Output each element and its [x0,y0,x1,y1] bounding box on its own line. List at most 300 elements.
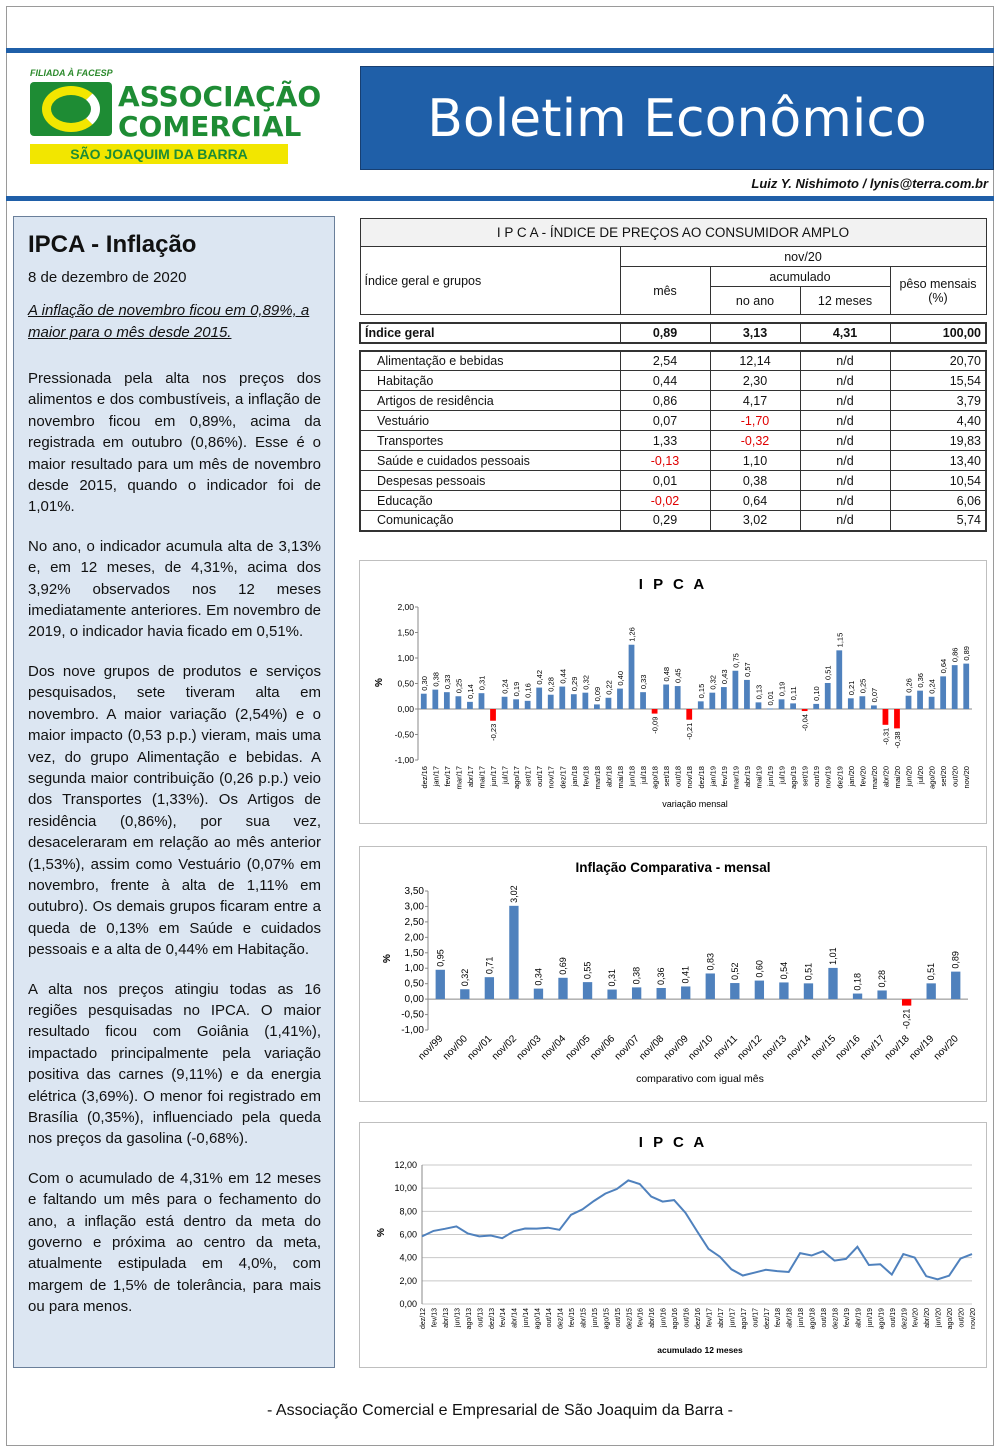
bar [432,690,438,709]
header-divider [6,196,994,201]
data-label: 0,01 [766,690,776,706]
data-label: 0,10 [812,686,822,701]
x-tick-label: jan/18 [569,766,579,787]
row-ano: 3,02 [710,511,800,531]
data-label: 0,69 [558,957,568,975]
data-label: 0,64 [939,658,949,674]
bar [906,696,912,709]
bar [582,693,588,709]
row-12m: n/d [800,391,890,411]
x-tick-label: fev/16 [637,1308,645,1328]
bar [509,906,518,999]
row-ano: 3,13 [710,323,800,343]
data-label: 0,24 [500,679,510,694]
y-tick-label: 12,00 [394,1160,417,1170]
data-label: 1,15 [835,632,845,648]
table-header-row [360,247,986,267]
row-peso: 3,79 [890,391,986,411]
chart-ipca-monthly [359,560,987,824]
data-label: 0,95 [435,949,446,967]
bar [436,970,445,999]
x-tick-label: abr/17 [717,1308,725,1328]
x-tick-label: set/20 [939,766,949,787]
x-tick-label: fev/17 [442,766,452,787]
data-label: 3,02 [508,885,519,903]
chart-ipca-12m-svg [360,1123,986,1367]
bar [558,978,567,999]
y-tick-label: -1,00 [394,755,414,765]
bar [534,989,543,1000]
chart-comparative [359,846,987,1102]
bar [848,698,854,709]
bar [681,986,690,999]
data-label: 0,60 [754,960,765,978]
row-12m: n/d [800,511,890,531]
bar [502,697,508,709]
x-tick-label: nov/07 [612,1033,642,1063]
x-tick-label: abr/19 [855,1308,863,1328]
x-tick-label: nov/99 [416,1033,446,1063]
data-label: 0,32 [459,968,470,987]
y-tick-label: 1,00 [397,653,414,663]
x-tick-label: dez/14 [557,1308,565,1330]
data-label: 1,01 [828,947,838,965]
bar [594,704,600,709]
row-mes: 2,54 [620,351,710,371]
data-label: -0,31 [881,727,891,745]
bar [929,697,935,709]
data-label: 0,40 [615,670,625,686]
col-header-period: nov/20 [620,247,986,267]
x-tick-label: jun/18 [798,1308,806,1328]
table-title: I P C A - ÍNDICE DE PREÇOS AO CONSUMIDOR AMPLO [360,219,986,247]
row-ano: -1,70 [710,411,800,431]
x-tick-label: ago/14 [534,1308,542,1330]
bar [709,693,715,709]
data-label: 0,24 [927,679,937,694]
x-tick-label: nov/17 [546,766,556,789]
x-tick-label: nov/14 [784,1033,814,1063]
bar [836,650,842,709]
data-label: 0,89 [962,646,972,661]
article-paragraph: No ano, o indicador acumula alta de 3,13% e, em 12 meses, de 4,31%, acima dos 3,92% observados nos 12 meses imediatamente anteriores. Em novembro de 2019, o indicador havia ficado em 0,51%. [28,537,321,641]
y-tick-label: 0,00 [397,704,414,714]
article-paragraph: A alta nos preços atingiu todas as 16 regiões pesquisadas no IPCA. O maior resultado ficou com Goiânia (1,41%), impactado principalmente pela variação positiva das carnes (9,11%) e da energia elétrica (3,69%). O menor foi registrado em Brasília (0,35%), influenciado pela queda nos preços da gasolina (-0,68%). [28,980,321,1148]
data-label: 0,33 [639,674,649,690]
data-label: 0,18 [852,973,863,991]
row-ano: 4,17 [710,391,800,411]
chart-title: I P C A [638,1134,708,1151]
bar [894,709,900,728]
x-tick-label: out/13 [477,1308,485,1328]
x-tick-label: fev/13 [431,1308,439,1328]
footer: - Associação Comercial e Empresarial de São Joaquim da Barra - [267,1402,733,1419]
author-line: Luiz Y. Nishimoto / lynis@terra.com.br [751,176,988,191]
data-label: -0,38 [892,731,902,749]
bar [460,989,469,999]
row-ano: 12,14 [710,351,800,371]
top-divider [6,48,994,53]
x-tick-label: nov/15 [809,1033,839,1063]
row-peso: 4,40 [890,411,986,431]
row-name: Alimentação e bebidas [360,351,620,371]
row-name: Habitação [360,371,620,391]
x-tick-label: fev/20 [858,766,868,787]
x-tick-label: out/17 [535,766,545,787]
data-label: 0,31 [607,969,618,987]
col-header-acumulado: acumulado [710,267,890,287]
data-label: 0,22 [604,680,614,695]
data-label: 0,51 [926,962,937,981]
x-tick-label: fev/20 [912,1308,920,1328]
data-label: 0,38 [631,966,642,985]
y-tick-label: 8,00 [399,1206,417,1217]
data-label: 0,29 [569,676,579,692]
row-mes: 1,33 [620,431,710,451]
x-tick-label: fev/15 [568,1308,576,1328]
row-peso: 100,00 [890,323,986,343]
chart-title: Inflação Comparativa - mensal [575,860,771,875]
table-row [360,491,986,511]
row-peso: 13,40 [890,451,986,471]
bar [456,696,462,709]
ipca-table [359,218,987,532]
x-tick-label: abr/18 [604,766,614,788]
series-line [422,1180,972,1279]
data-label: 0,19 [512,681,522,697]
table-row [360,371,986,391]
bar [802,709,808,711]
x-tick-label: jun/17 [729,1308,737,1328]
bar [536,688,542,709]
data-label: 0,57 [742,662,752,677]
x-tick-label: nov/16 [833,1033,863,1063]
bar [779,982,788,999]
bar [686,709,692,720]
x-tick-label: fev/17 [706,1308,714,1328]
row-12m: n/d [800,471,890,491]
y-axis-label: % [374,678,385,687]
row-peso: 10,54 [890,471,986,491]
bar [652,709,658,714]
logo-mark-icon [30,82,112,136]
x-tick-label: jun/18 [627,766,637,787]
x-tick-label: out/19 [889,1308,897,1328]
x-tick-label: nov/20 [970,1308,977,1330]
x-tick-label: ago/15 [603,1308,611,1330]
bar [940,676,946,709]
x-tick-label: jun/13 [454,1308,462,1328]
logo [26,66,322,166]
x-tick-label: jan/19 [708,766,718,787]
x-tick-label: jan/20 [846,766,856,787]
y-tick-label: -1,00 [401,1025,424,1036]
x-tick-label: nov/08 [637,1033,667,1063]
x-tick-label: dez/19 [901,1308,909,1330]
bar [721,687,727,709]
x-tick-label: abr/20 [881,766,891,788]
table-row [360,451,986,471]
x-tick-label: nov/18 [685,766,695,789]
x-tick-label: dez/17 [763,1308,771,1330]
x-tick-label: out/18 [821,1308,829,1328]
row-name: Comunicação [360,511,620,531]
table-spacer [360,343,986,351]
bar [952,665,958,709]
x-tick-label: out/17 [752,1308,760,1328]
x-tick-label: dez/19 [835,766,845,789]
row-12m: n/d [800,491,890,511]
row-peso: 19,83 [890,431,986,451]
article-paragraph: Com o acumulado de 4,31% em 12 meses e faltando um mês para o fechamento do ano, a inflação está dentro da meta do governo e próxima ao centro da meta, atualmente estipulada em 4,0%, com margem de 1,5% de tolerância, para mais ou para menos. [28,1169,321,1316]
x-tick-label: dez/18 [696,766,706,789]
row-mes: 0,29 [620,511,710,531]
x-tick-label: jul/19 [777,766,787,784]
data-label: 0,75 [731,653,741,668]
table-row [360,511,986,531]
row-mes: 0,07 [620,411,710,431]
row-mes: 0,44 [620,371,710,391]
data-label: 0,09 [592,686,602,702]
row-name: Saúde e cuidados pessoais [360,451,620,471]
data-label: -0,04 [800,714,810,732]
y-axis-label: % [376,1228,387,1237]
col-header-peso: pêso mensais (%) [890,267,986,315]
x-tick-label: abr/15 [580,1308,588,1328]
table-row [360,391,986,411]
bar [632,987,641,999]
article-paragraph: Dos nove grupos de produtos e serviços pesquisados, sete tiveram alta em novembro. A maior variação (2,54%) e o maior impacto (0,53 p.p.) vieram, mais uma vez, do grupo Alimentação e bebidas. A segunda maior contribuição (0,26 p.p.) veio dos Transportes (1,33%). Os Artigos de residência (0,86%), por sua vez, desaceleraram em relação ao mês anterior (1,53%), assim como Vestuário (0,07% em novembro, frente à alta de 1,11% em outubro). Os demais grupos ficaram entre a queda de 0,13% em Saúde e cuidados pessoais e a alta de 0,44% em Habitação. [28,662,321,959]
bar [548,695,554,709]
x-tick-label: mar/19 [731,766,741,790]
x-tick-label: nov/01 [465,1033,495,1063]
bar [525,701,531,709]
article-column [13,216,335,1368]
x-tick-label: out/15 [614,1308,622,1328]
chart-ipca-monthly-svg [360,561,986,823]
row-12m: 4,31 [800,323,890,343]
col-header-12m: 12 meses [800,287,890,315]
data-label: 0,71 [484,956,495,975]
y-tick-label: 0,50 [404,978,424,990]
x-tick-label: abr/16 [649,1308,657,1328]
row-name: Transportes [360,431,620,451]
article-paragraph: Pressionada pela alta nos preços dos alimentos e dos combustíveis, a inflação de novembro ficou em 0,89%, acima da registrada em outubro (0,86%). Esse é o maior resultado para um mês de novembro desde 2015, quando o indicador foi de 1,01%. [28,370,321,516]
x-tick-label: jun/17 [489,766,499,787]
bar [467,702,473,709]
bar [917,691,923,709]
data-label: -0,09 [650,716,660,734]
data-label: 0,28 [546,677,556,692]
row-peso: 6,06 [890,491,986,511]
x-tick-label: nov/20 [931,1033,961,1063]
row-mes: 0,86 [620,391,710,411]
logo-line1: ASSOCIAÇÃO [118,80,322,113]
row-mes: 0,89 [620,323,710,343]
bar [902,999,911,1005]
data-label: 0,51 [823,665,833,680]
bar [859,696,865,709]
row-peso: 5,74 [890,511,986,531]
data-label: 0,26 [904,678,914,693]
x-axis-label: comparativo com igual mês [636,1073,764,1085]
chart-ipca-12m [359,1122,987,1368]
table-row [360,471,986,491]
data-label: 0,36 [916,673,926,688]
x-tick-label: ago/19 [789,766,799,789]
data-label: 0,83 [705,952,716,971]
row-12m: n/d [800,451,890,471]
bar [583,982,592,999]
x-tick-label: nov/20 [962,766,972,789]
x-tick-label: jan/17 [431,766,441,787]
data-label: 0,42 [535,669,545,685]
table-row [360,431,986,451]
x-tick-label: ago/18 [650,766,660,789]
bar [779,699,785,709]
data-label: 0,25 [858,678,868,694]
row-name: Educação [360,491,620,511]
y-tick-label: 2,50 [404,916,424,928]
data-label: 0,51 [803,962,814,981]
data-label: 1,26 [627,627,637,642]
x-tick-label: jun/15 [591,1308,599,1328]
data-label: 0,38 [431,672,441,687]
data-label: 0,16 [523,683,533,698]
article-lead: A inflação de novembro ficou em 0,89%, a maior para o mês desde 2015. [28,302,310,341]
x-tick-label: mai/19 [754,766,764,789]
x-tick-label: out/20 [950,766,960,787]
data-label: 0,15 [696,683,706,699]
x-tick-label: nov/05 [563,1033,593,1063]
x-tick-label: ago/20 [927,766,937,789]
data-label: 0,45 [673,668,683,684]
data-label: 0,32 [581,675,591,690]
x-tick-label: dez/13 [488,1308,496,1330]
y-tick-label: 2,00 [397,602,414,612]
x-tick-label: nov/18 [882,1033,912,1063]
data-label: 0,21 [846,680,856,696]
x-tick-label: dez/18 [832,1308,840,1330]
data-label: -0,21 [901,1008,912,1030]
bar [951,972,960,999]
row-12m: n/d [800,351,890,371]
x-tick-label: nov/09 [661,1033,691,1063]
table-row [360,351,986,371]
x-tick-label: dez/17 [558,766,568,789]
table-title-row [360,219,986,247]
x-tick-label: nov/10 [686,1033,716,1063]
row-ano: 0,64 [710,491,800,511]
x-tick-label: abr/17 [465,766,475,788]
x-tick-label: ago/18 [809,1308,817,1330]
data-label: 0,89 [950,951,961,969]
data-label: 0,41 [680,965,691,984]
x-tick-label: out/20 [958,1308,966,1328]
data-label: 0,11 [789,686,799,701]
row-ano: 2,30 [710,371,800,391]
bar [698,701,704,709]
data-label: 0,31 [477,675,487,691]
bar [963,664,969,709]
row-ano: 1,10 [710,451,800,471]
bar [756,702,762,709]
bar [657,988,666,999]
x-tick-label: jun/20 [904,766,914,787]
data-label: 0,25 [454,678,464,694]
bar [871,705,877,709]
bar [629,645,635,709]
bar [927,983,936,999]
bar [485,977,494,999]
col-header-ano: no ano [710,287,800,315]
bar [479,693,485,709]
row-12m: n/d [800,411,890,431]
x-tick-label: fev/19 [719,766,729,787]
row-name: Índice geral [360,323,620,343]
x-tick-label: nov/02 [490,1033,520,1063]
row-peso: 15,54 [890,371,986,391]
y-tick-label: 1,50 [404,947,424,959]
bar [790,703,796,709]
x-tick-label: out/19 [812,766,822,787]
x-tick-label: ago/16 [672,1308,680,1330]
bar [675,686,681,709]
table-spacer [360,315,986,323]
y-tick-label: -0,50 [394,729,414,740]
logo-line3: SÃO JOAQUIM DA BARRA [30,144,288,164]
bar [744,680,750,709]
x-tick-label: ago/13 [465,1308,473,1330]
x-tick-label: mai/18 [615,766,625,789]
col-header-mes: mês [620,267,710,315]
table-row-geral [360,323,986,343]
y-tick-label: 10,00 [394,1183,417,1194]
row-ano: 0,38 [710,471,800,491]
y-tick-label: 1,50 [397,627,414,638]
x-tick-label: ago/20 [947,1308,955,1330]
x-tick-label: jun/19 [766,766,776,787]
x-tick-label: mar/18 [592,766,602,790]
group-rows [360,351,986,531]
bar [828,968,837,999]
data-label: 0,34 [533,968,544,986]
x-tick-label: fev/14 [500,1308,508,1328]
x-tick-label: set/19 [800,766,810,787]
x-tick-label: abr/13 [442,1308,450,1328]
data-label: 0,52 [729,962,740,981]
row-name: Vestuário [360,411,620,431]
bar [706,973,715,999]
x-axis-label: acumulado 12 meses [657,1345,743,1355]
x-tick-label: jun/16 [660,1308,668,1328]
x-tick-label: mar/17 [454,766,464,790]
bar [825,683,831,709]
y-tick-label: 1,00 [404,963,424,975]
data-label: 0,36 [656,967,667,985]
data-label: -0,21 [685,722,695,740]
bar [559,687,565,709]
y-tick-label: 2,00 [399,1275,417,1286]
bar [490,709,496,721]
bar [730,983,739,999]
col-header-group: Índice geral e grupos [360,247,620,315]
x-tick-label: nov/12 [735,1033,765,1063]
y-tick-label: 4,00 [399,1252,417,1263]
x-tick-label: ago/17 [512,766,522,789]
data-label: 0,30 [419,676,429,691]
data-label: 0,54 [778,961,789,980]
